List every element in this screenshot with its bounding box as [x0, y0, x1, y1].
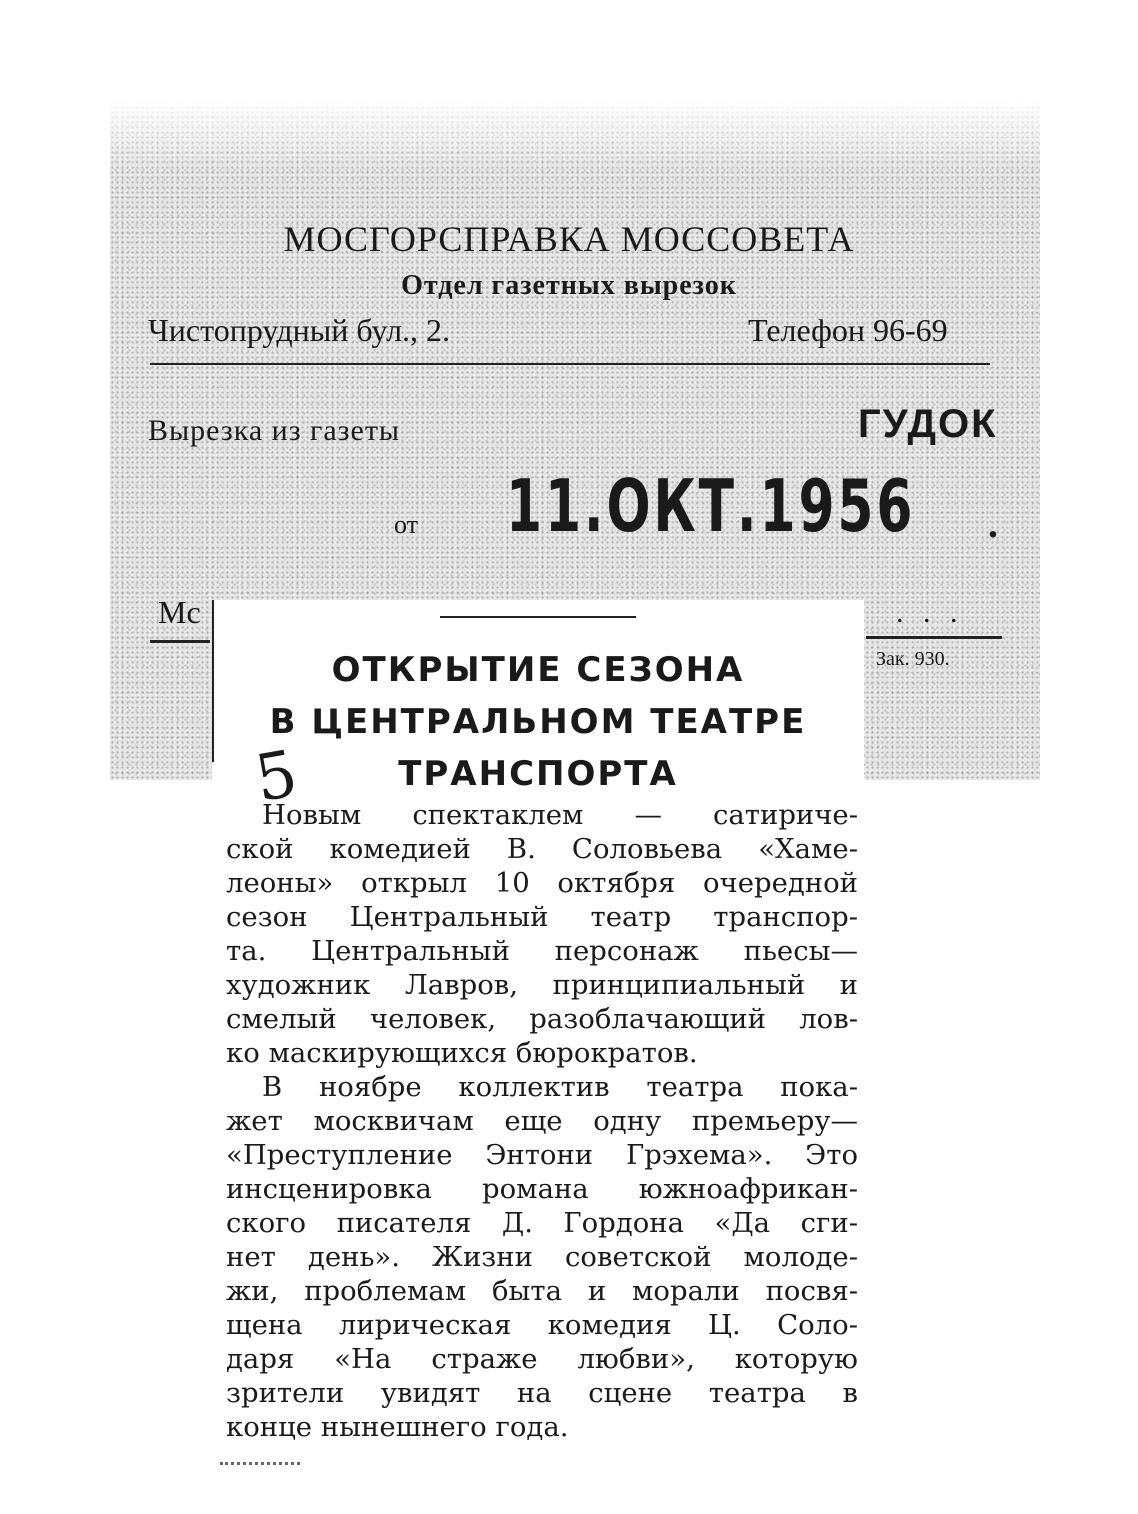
article-line: ко маскирующихся бюрократов.: [226, 1037, 698, 1069]
article-line: нет день». Жизни советской молоде-: [226, 1241, 858, 1273]
divider-left: [150, 640, 210, 643]
article-line: ского писателя Д. Гордона «Да сги-: [226, 1207, 858, 1239]
article-body: [226, 798, 858, 1444]
phone: Телефон 96-69: [748, 312, 948, 348]
address: Чистопрудный бул., 2.: [148, 312, 451, 348]
article-line: зрители увидят на сцене театра в: [226, 1377, 858, 1409]
organization-title: МОСГОРСПРАВКА МОССОВЕТА: [283, 219, 855, 259]
article-line: жет москвичам еще одну премьеру—: [226, 1105, 858, 1137]
article-line: «Преступление Энтони Грэхема». Это: [226, 1139, 858, 1171]
newspaper-clipping: [212, 600, 864, 1480]
department-title: Отдел газетных вырезок: [401, 270, 737, 301]
headline-line: В ЦЕНТРАЛЬНОМ ТЕАТРЕ: [269, 702, 807, 742]
article-line: смелый человек, разоблачающий лов-: [226, 1003, 858, 1035]
header-divider: [150, 363, 990, 365]
date-stamp-dot: .: [988, 501, 998, 546]
handwritten-mark: 5: [249, 737, 303, 817]
date-stamp: 11.ОКТ.1956: [506, 464, 916, 548]
divider-right: [866, 636, 1002, 639]
order-number: Зак. 930.: [876, 648, 950, 670]
article-line: сезон Центральный театр транспор-: [226, 901, 858, 933]
article-line: та. Центральный персонаж пьесы—: [226, 935, 858, 967]
article-line: конце нынешнего года.: [226, 1411, 569, 1443]
article-line: даря «На страже любви», которую: [226, 1343, 858, 1375]
article-line: художник Лавров, принципиальный и: [226, 969, 858, 1001]
clipping-bottom-rule: [220, 1462, 300, 1465]
article-line: В ноябре коллектив театра пока-: [262, 1071, 858, 1103]
headline-line: ОТКРЫТИЕ СЕЗОНА: [331, 650, 745, 690]
covered-text-fragment: Мс: [158, 594, 201, 630]
clipping-top-rule: [440, 616, 636, 618]
headline-line: ТРАНСПОРТА: [398, 754, 678, 794]
article-line: инсценировка романа южноафрикан-: [226, 1173, 858, 1205]
article-headline: [212, 644, 864, 800]
date-prefix: от: [394, 510, 419, 539]
cut-from-label: Вырезка из газеты: [148, 414, 401, 447]
article-line: ской комедией В. Соловьева «Хаме-: [226, 833, 858, 865]
article-line: леоны» открыл 10 октября очередной: [226, 867, 858, 899]
dotted-fill: . . .: [896, 596, 964, 629]
newspaper-name: ГУДОК: [858, 402, 998, 446]
article-line: жи, проблемам быта и морали посвя-: [226, 1275, 858, 1307]
article-line: щена лирическая комедия Ц. Соло-: [226, 1309, 858, 1341]
article-line: Новым спектаклем — сатириче-: [262, 799, 858, 831]
